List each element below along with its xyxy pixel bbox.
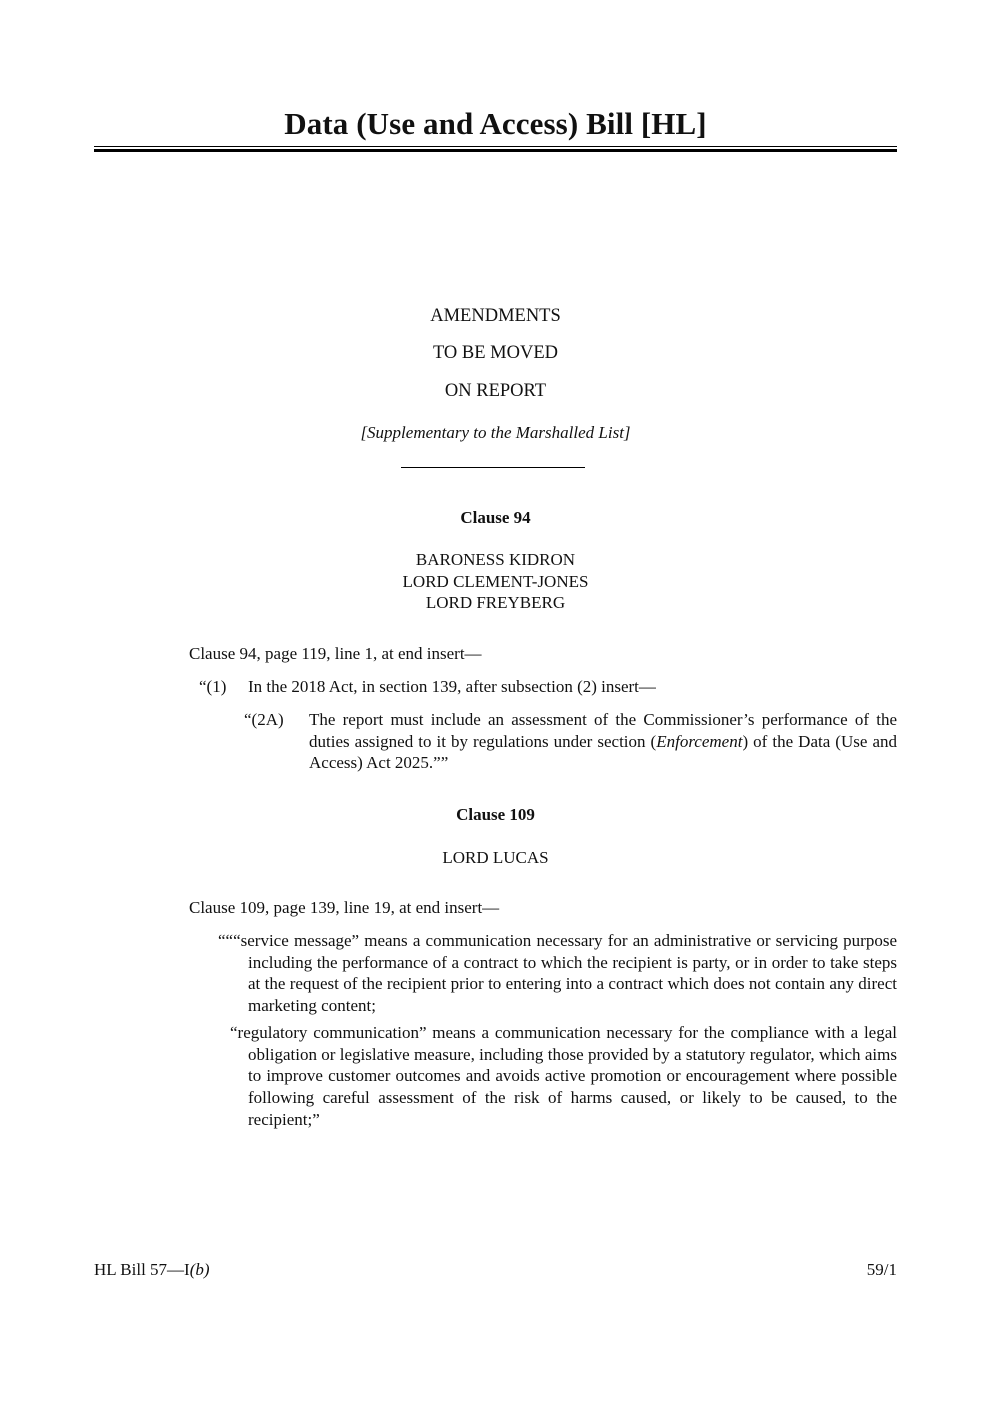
footer-page-reference: 59/1 bbox=[866, 1260, 897, 1279]
inserted-text-italic: Enforcement bbox=[656, 731, 743, 751]
inserted-text-before: The report must include an assessment of the Commissioner’s performance of the duties assigned to it by regulations under section ( bbox=[309, 710, 897, 751]
clause-heading-109: Clause 109 bbox=[456, 805, 535, 824]
sponsor-name: BARONESS KIDRON bbox=[415, 550, 576, 569]
definition-service-message: “““service message” means a communication necessary for an administrative or servicing purpose including the performance of a contract to which the recipient is party, or in order to take steps at the request of the recipient prior to entering into a contract which does not contain any direct marketing content; bbox=[218, 931, 897, 1016]
heading-divider bbox=[401, 467, 585, 468]
title-rule-thin bbox=[94, 146, 897, 147]
footer-bill-ref-prefix: HL Bill 57—I bbox=[94, 1260, 190, 1279]
heading-line-on-report: ON REPORT bbox=[444, 381, 547, 401]
footer-bill-ref-suffix: (b) bbox=[189, 1260, 210, 1279]
inserted-text-after: ) of the Data (Use and Access) Act 2025.”” bbox=[309, 731, 897, 773]
heading-subtitle: [Supplementary to the Marshalled List] bbox=[360, 423, 631, 442]
heading-line-amendments: AMENDMENTS bbox=[430, 306, 561, 326]
heading-line-to-be-moved: TO BE MOVED bbox=[432, 343, 559, 363]
inserted-subsection-text bbox=[309, 709, 897, 774]
subsection-number: “(1) bbox=[199, 677, 227, 696]
sponsor-name: LORD CLEMENT-JONES bbox=[402, 572, 589, 591]
document-title: Data (Use and Access) Bill [HL] bbox=[284, 106, 707, 141]
inserted-subsection-number: “(2A) bbox=[244, 710, 284, 729]
amendment-instruction: Clause 109, page 139, line 19, at end insert— bbox=[189, 898, 500, 917]
sponsor-name: LORD LUCAS bbox=[442, 848, 549, 867]
sponsor-name: LORD FREYBERG bbox=[425, 593, 566, 612]
subsection-text: In the 2018 Act, in section 139, after subsection (2) insert— bbox=[248, 677, 656, 696]
title-rule-thick bbox=[94, 149, 897, 152]
amendment-instruction: Clause 94, page 119, line 1, at end insert— bbox=[189, 644, 482, 663]
definition-regulatory-communication: “regulatory communication” means a communication necessary for the compliance with a legal obligation or legislative measure, including those provided by a statutory regulator, which aims to improve customer outcomes and avoids active promotion or encouragement where possible following careful assessment of the risk of harms caused, or likely to be caused, to the recipient;” bbox=[230, 1023, 897, 1129]
clause-heading-94: Clause 94 bbox=[460, 508, 531, 527]
footer-bill-reference bbox=[94, 1259, 210, 1281]
